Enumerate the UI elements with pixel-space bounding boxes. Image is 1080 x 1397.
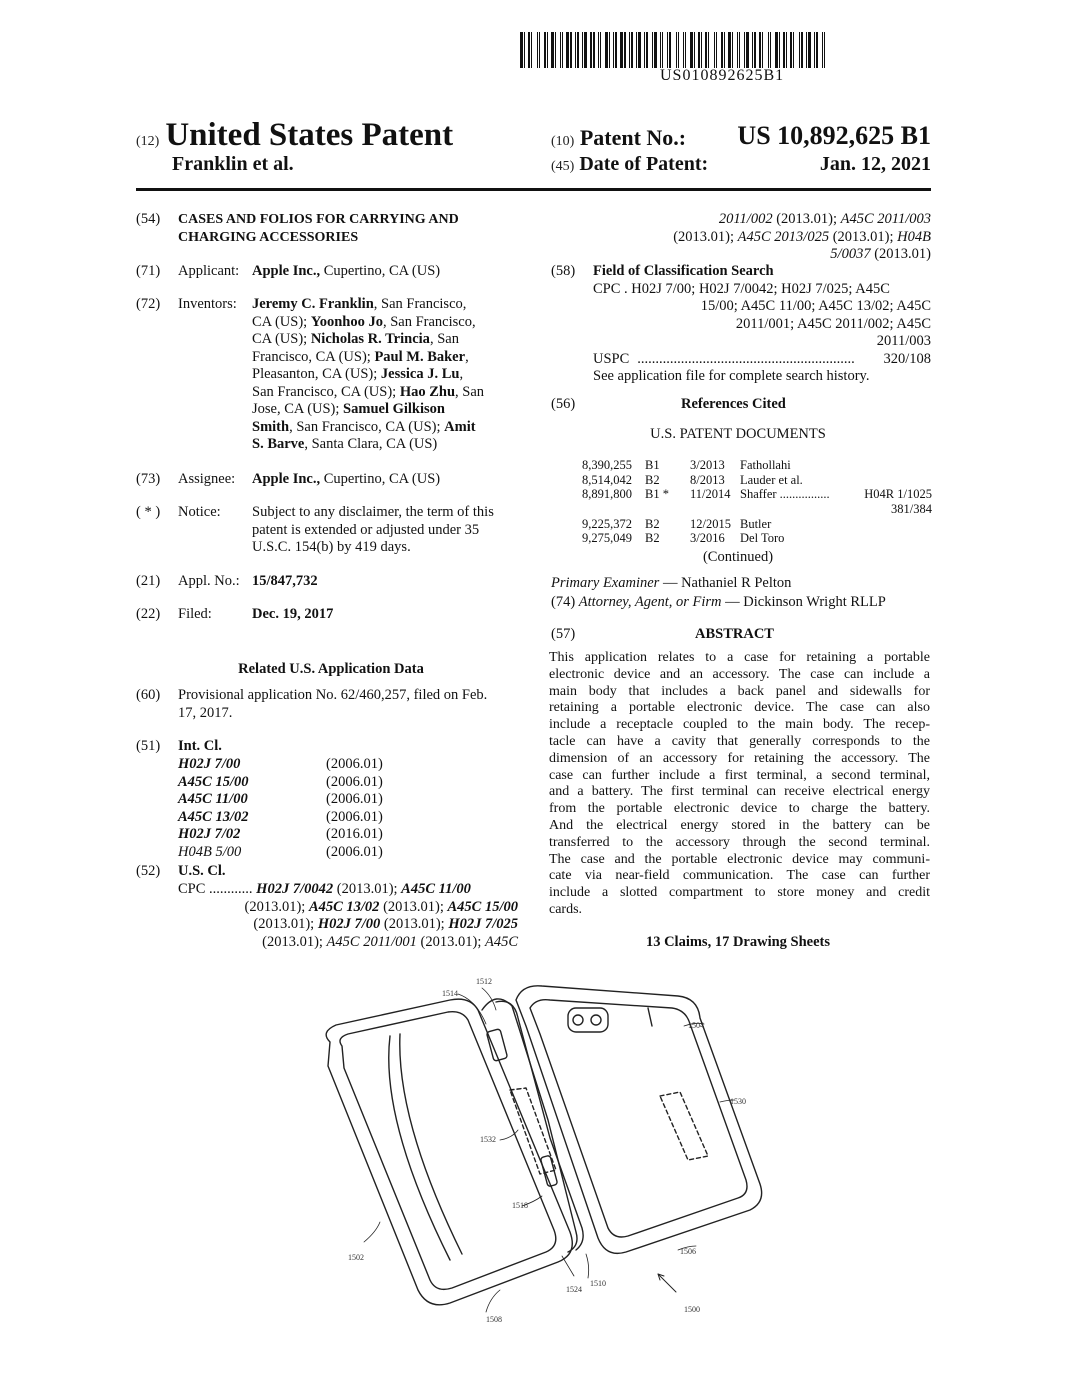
reference-date: 12/2015 (690, 517, 731, 531)
reference-name: Fathollahi (740, 458, 791, 472)
inventor-text: Samuel Gilkison (343, 401, 445, 417)
abstract-text (549, 650, 930, 919)
filed-code: (22) (136, 606, 161, 622)
inventors-section (136, 296, 526, 452)
applicant-section (136, 263, 526, 281)
inventor-text: Paul M. Baker (374, 348, 466, 365)
barcode-number: US010892625B1 (660, 67, 785, 84)
inventor-text: Jose, CA (US); (252, 401, 344, 417)
text-segment: A45C 11/00 (401, 881, 471, 897)
continued-note: (Continued) (702, 549, 774, 565)
patent-date: Jan. 12, 2021 (819, 153, 931, 175)
field-line-1: CPC . H02J 7/00; H02J 7/0042; H02J 7/025; A45C (593, 280, 890, 297)
intcl-year: (2006.01) (326, 844, 383, 860)
abstract-line: include a slotted compartment to store money and credit (549, 885, 930, 901)
date-label: Date of Patent: (579, 153, 709, 175)
intcl-label: Int. Cl. (178, 738, 222, 754)
label-1512: 1512 (476, 977, 492, 986)
inventor-line (252, 366, 522, 384)
attorney-label: Attorney, Agent, or Firm (578, 594, 722, 610)
reference-kind: B2 (645, 473, 660, 487)
text-segment: A45C 15/00 (447, 898, 518, 915)
intcl-row (178, 809, 418, 826)
inventor-text: Smith (252, 418, 290, 435)
patent-no-code: (10) (551, 134, 575, 149)
examiner-label: Primary Examiner (551, 575, 660, 591)
inventor-text: Jessica J. Lu (380, 366, 460, 382)
applicant-location: Cupertino, CA (US) (320, 263, 441, 279)
text-segment: H02J 7/025 (448, 916, 518, 932)
intcl-code: (51) (136, 738, 161, 754)
reference-no: 9,275,049 (582, 531, 632, 545)
intcl-code-value: A45C 15/00 (178, 773, 249, 790)
field-line-2: 15/00; A45C 11/00; A45C 13/02; A45C (700, 298, 931, 314)
reference-kind: B2 (645, 531, 660, 545)
filed-section (136, 606, 526, 624)
intcl-row (178, 826, 418, 843)
text-segment: H02J 7/00 (317, 916, 381, 932)
intcl-section (136, 738, 526, 756)
label-1500: 1500 (684, 1305, 700, 1314)
intcl-row (178, 844, 418, 861)
inventor-text: S. Barve (252, 436, 305, 452)
inventor-text: Jeremy C. Franklin (252, 296, 374, 312)
inventor-text: Hao Zhu (399, 383, 456, 400)
intcl-code-value: A45C 13/02 (178, 808, 249, 825)
notice-label: Notice: (178, 504, 221, 520)
label-1508: 1508 (486, 1315, 502, 1324)
authors: Franklin et al. (172, 153, 294, 175)
text-segment: (2013.01); (379, 898, 448, 915)
applicant-name: Apple Inc., (252, 263, 321, 279)
text-segment: (2013.01); (772, 211, 841, 227)
search-note: See application file for complete search history. (593, 368, 870, 384)
notice-line-3: U.S.C. 154(b) by 419 days. (252, 539, 411, 555)
label-1524: 1524 (566, 1285, 582, 1294)
inventor-line (252, 419, 522, 437)
inventor-text: , San Francisco, (382, 313, 476, 330)
reference-kind: B1 * (645, 487, 669, 501)
prov-line-1: Provisional application No. 62/460,257, filed on Feb. (178, 687, 488, 703)
field-section (551, 263, 931, 386)
reference-no: 9,225,372 (582, 517, 632, 531)
filed-date: Dec. 19, 2017 (252, 606, 334, 622)
text-segment: (2013.01) (870, 246, 931, 262)
text-segment: 5/0037 (830, 246, 871, 262)
cpc-block (178, 881, 518, 951)
abstract-line: cards. (549, 901, 583, 917)
appl-code: (21) (136, 573, 161, 589)
reference-name: Shaffer ................ (740, 487, 830, 501)
cpc-continued (551, 211, 931, 264)
inventor-line (252, 296, 522, 314)
inventor-text: , San (455, 383, 485, 400)
assignee-name: Apple Inc., (252, 471, 321, 487)
reference-cls: 381/384 (891, 502, 932, 516)
label-1510: 1510 (590, 1279, 606, 1288)
reference-no: 8,514,042 (582, 473, 632, 487)
label-1532: 1532 (480, 1135, 496, 1144)
inventor-text: Francisco, CA (US); (252, 348, 375, 365)
abstract-line: The case and the portable electronic device may communi- (549, 851, 930, 867)
barcode (520, 32, 932, 68)
abstract-line: and a battery. The first terminal can receive electrical energy (549, 784, 930, 800)
attorney-code: (74) (551, 594, 576, 610)
label-1506: 1506 (680, 1247, 696, 1256)
filed-label: Filed: (178, 606, 212, 622)
text-segment: (2013.01); (333, 881, 402, 897)
intcl-code-value: H02J 7/00 (178, 756, 241, 772)
assignee-code: (73) (136, 471, 161, 487)
uspc-dots: ............................................................ (637, 350, 855, 367)
title-section (136, 211, 526, 246)
notice-line-2: patent is extended or adjusted under 35 (252, 521, 480, 538)
abstract-line: include a receptacle coupled to the main body. The recep- (549, 717, 930, 733)
inventor-line (252, 384, 522, 402)
intcl-year: (2006.01) (326, 808, 383, 825)
inventors-code: (72) (136, 296, 161, 312)
refs-heading: References Cited (681, 396, 786, 412)
attorney-name: — Dickinson Wright RLLP (721, 594, 886, 610)
reference-name: Del Toro (740, 531, 785, 545)
prov-line-2: 17, 2017. (178, 704, 233, 721)
patent-number: US 10,892,625 B1 (737, 121, 931, 150)
uscl-label: U.S. Cl. (178, 863, 226, 879)
intcl-year: (2016.01) (326, 826, 383, 843)
reference-date: 11/2014 (690, 487, 731, 501)
text-segment: A45C (484, 933, 518, 950)
reference-name: Butler (740, 517, 772, 531)
inventor-text: Yoonhoo Jo (310, 313, 383, 330)
inventor-text: , San Francisco, CA (US); (289, 418, 445, 435)
inventor-text: CA (US); (252, 313, 311, 330)
related-heading: Related U.S. Application Data (238, 661, 424, 677)
intcl-row (178, 774, 418, 791)
inventor-text: San Francisco, CA (US); (252, 383, 400, 400)
abstract-line: transferred to the accessory through the second terminal. (549, 834, 930, 850)
type-code: (12) (136, 134, 160, 149)
reference-date: 3/2016 (690, 531, 725, 545)
inventors-list (252, 296, 522, 454)
appl-label: Appl. No.: (178, 573, 240, 589)
field-line-4: 2011/003 (876, 333, 931, 349)
text-segment: A45C 2011/003 (840, 211, 931, 227)
intcl-year: (2006.01) (326, 756, 383, 772)
inventors-label: Inventors: (178, 296, 237, 312)
abstract-line: main body that includes a back panel and sidewalls for (549, 683, 930, 699)
reference-name: Lauder et al. (740, 473, 803, 487)
text-segment: A45C 13/02 (308, 898, 380, 915)
refs-code: (56) (551, 396, 576, 412)
label-1514: 1514 (442, 989, 458, 998)
abstract-line: electronic device and an accessory. The case can include a (549, 666, 930, 682)
notice-line-1: Subject to any disclaimer, the term of this (252, 504, 494, 520)
applicant-code: (71) (136, 263, 161, 279)
uspc-label: USPC (593, 350, 630, 367)
intcl-code-value: H04B 5/00 (178, 844, 242, 860)
patent-number-row (551, 121, 931, 151)
reference-cls: H04R 1/1025 (864, 487, 932, 501)
patent-drawing (300, 970, 800, 1330)
inventor-line (252, 314, 522, 332)
appl-number: 15/847,732 (252, 573, 318, 589)
reference-kind: B2 (645, 517, 660, 531)
inventor-text: Pleasanton, CA (US); (252, 366, 381, 382)
inventor-text: , San (429, 331, 459, 347)
text-segment: (2013.01); (262, 933, 327, 950)
text-segment: A45C 2011/001 (326, 933, 417, 950)
inventor-text: , (459, 366, 464, 382)
reference-date: 3/2013 (690, 458, 725, 472)
inventor-text: Amit (444, 418, 476, 435)
assignee-section (136, 471, 526, 489)
text-segment: (2013.01); (673, 228, 738, 245)
inventor-text: , San Francisco, (373, 296, 467, 312)
abstract-heading: ABSTRACT (695, 626, 774, 642)
inventor-text: , (465, 348, 469, 365)
assignee-location: Cupertino, CA (US) (320, 471, 441, 487)
abstract-line: from the portable electronic device to charge the battery. (549, 801, 930, 817)
assignee-label: Assignee: (178, 471, 236, 487)
abstract-line: retaining a portable electronic device. The case can also (549, 700, 930, 716)
examiner-row (551, 575, 931, 593)
intcl-year: (2006.01) (326, 791, 383, 808)
inventor-line (252, 349, 522, 367)
text-segment: CPC ............ (178, 881, 257, 897)
label-1530: 1530 (730, 1097, 746, 1106)
abstract-line: cate via near-field communication. The case can further (549, 868, 930, 884)
examiner-name: — Nathaniel R Pelton (659, 575, 792, 591)
inventor-line (252, 331, 522, 349)
inventor-line (252, 436, 522, 454)
text-segment: 2011/002 (718, 211, 773, 227)
provisional-section (136, 687, 526, 722)
claims-summary: 13 Claims, 17 Drawing Sheets (645, 934, 831, 950)
appl-no-section (136, 573, 526, 591)
field-heading: Field of Classification Search (593, 263, 774, 279)
label-1504: 1504 (688, 1021, 704, 1030)
abstract-line: tacle can have a cavity that generally corresponds to the (549, 733, 930, 749)
date-code: (45) (551, 159, 575, 174)
inventor-text: , Santa Clara, CA (US) (304, 436, 438, 452)
attorney-row (551, 594, 931, 612)
field-code: (58) (551, 263, 576, 279)
uscl-code: (52) (136, 863, 161, 879)
title-code: (54) (136, 211, 161, 227)
reference-no: 8,891,800 (582, 487, 632, 501)
text-segment: H02J 7/0042 (256, 881, 334, 897)
us-docs-heading: U.S. PATENT DOCUMENTS (650, 426, 826, 442)
abstract-line: And the electrical energy stored in the battery can be (549, 817, 930, 833)
text-segment: (2013.01); (380, 916, 449, 932)
notice-code: ( * ) (136, 504, 161, 520)
title-line-1: CASES AND FOLIOS FOR CARRYING AND (178, 212, 459, 227)
abstract-code: (57) (551, 626, 576, 642)
prov-code: (60) (136, 687, 161, 703)
intcl-code-value: A45C 11/00 (178, 791, 248, 808)
intcl-row (178, 756, 418, 773)
text-segment: A45C 2013/025 (737, 228, 830, 245)
text-segment: (2013.01); (829, 228, 898, 245)
notice-section (136, 504, 526, 555)
uscl-section (136, 863, 526, 881)
inventor-text: CA (US); (252, 331, 311, 347)
abstract-line: dimension of an accessory for retaining the accessory. The (549, 750, 930, 766)
intcl-row (178, 791, 418, 808)
reference-no: 8,390,255 (582, 458, 632, 472)
reference-date: 8/2013 (690, 473, 725, 487)
title-line-2: CHARGING ACCESSORIES (178, 229, 359, 245)
abstract-line: This application relates to a case for retaining a portable (549, 650, 930, 665)
label-1518: 1518 (512, 1201, 528, 1210)
text-segment: (2013.01); (253, 916, 318, 932)
applicant-label: Applicant: (178, 263, 240, 279)
inventor-line (252, 401, 522, 419)
text-segment: (2013.01); (416, 933, 485, 950)
label-1502: 1502 (348, 1253, 364, 1262)
text-segment: H04B (897, 228, 931, 245)
patent-date-row (551, 153, 931, 176)
uspc-value: 320/108 (883, 350, 931, 367)
patent-type-title (136, 117, 453, 154)
header-rule (136, 188, 931, 191)
intcl-year: (2006.01) (326, 773, 383, 790)
abstract-line: case can further include a first terminal, a second terminal, (549, 767, 930, 783)
patent-no-label: Patent No.: (579, 125, 687, 150)
field-line-3: 2011/001; A45C 2011/002; A45C (735, 315, 931, 332)
type-title: United States Patent (165, 117, 454, 153)
reference-kind: B1 (645, 458, 660, 472)
text-segment: (2013.01); (244, 898, 309, 915)
intcl-code-value: H02J 7/02 (178, 826, 241, 843)
inventor-text: Nicholas R. Trincia (310, 331, 430, 347)
